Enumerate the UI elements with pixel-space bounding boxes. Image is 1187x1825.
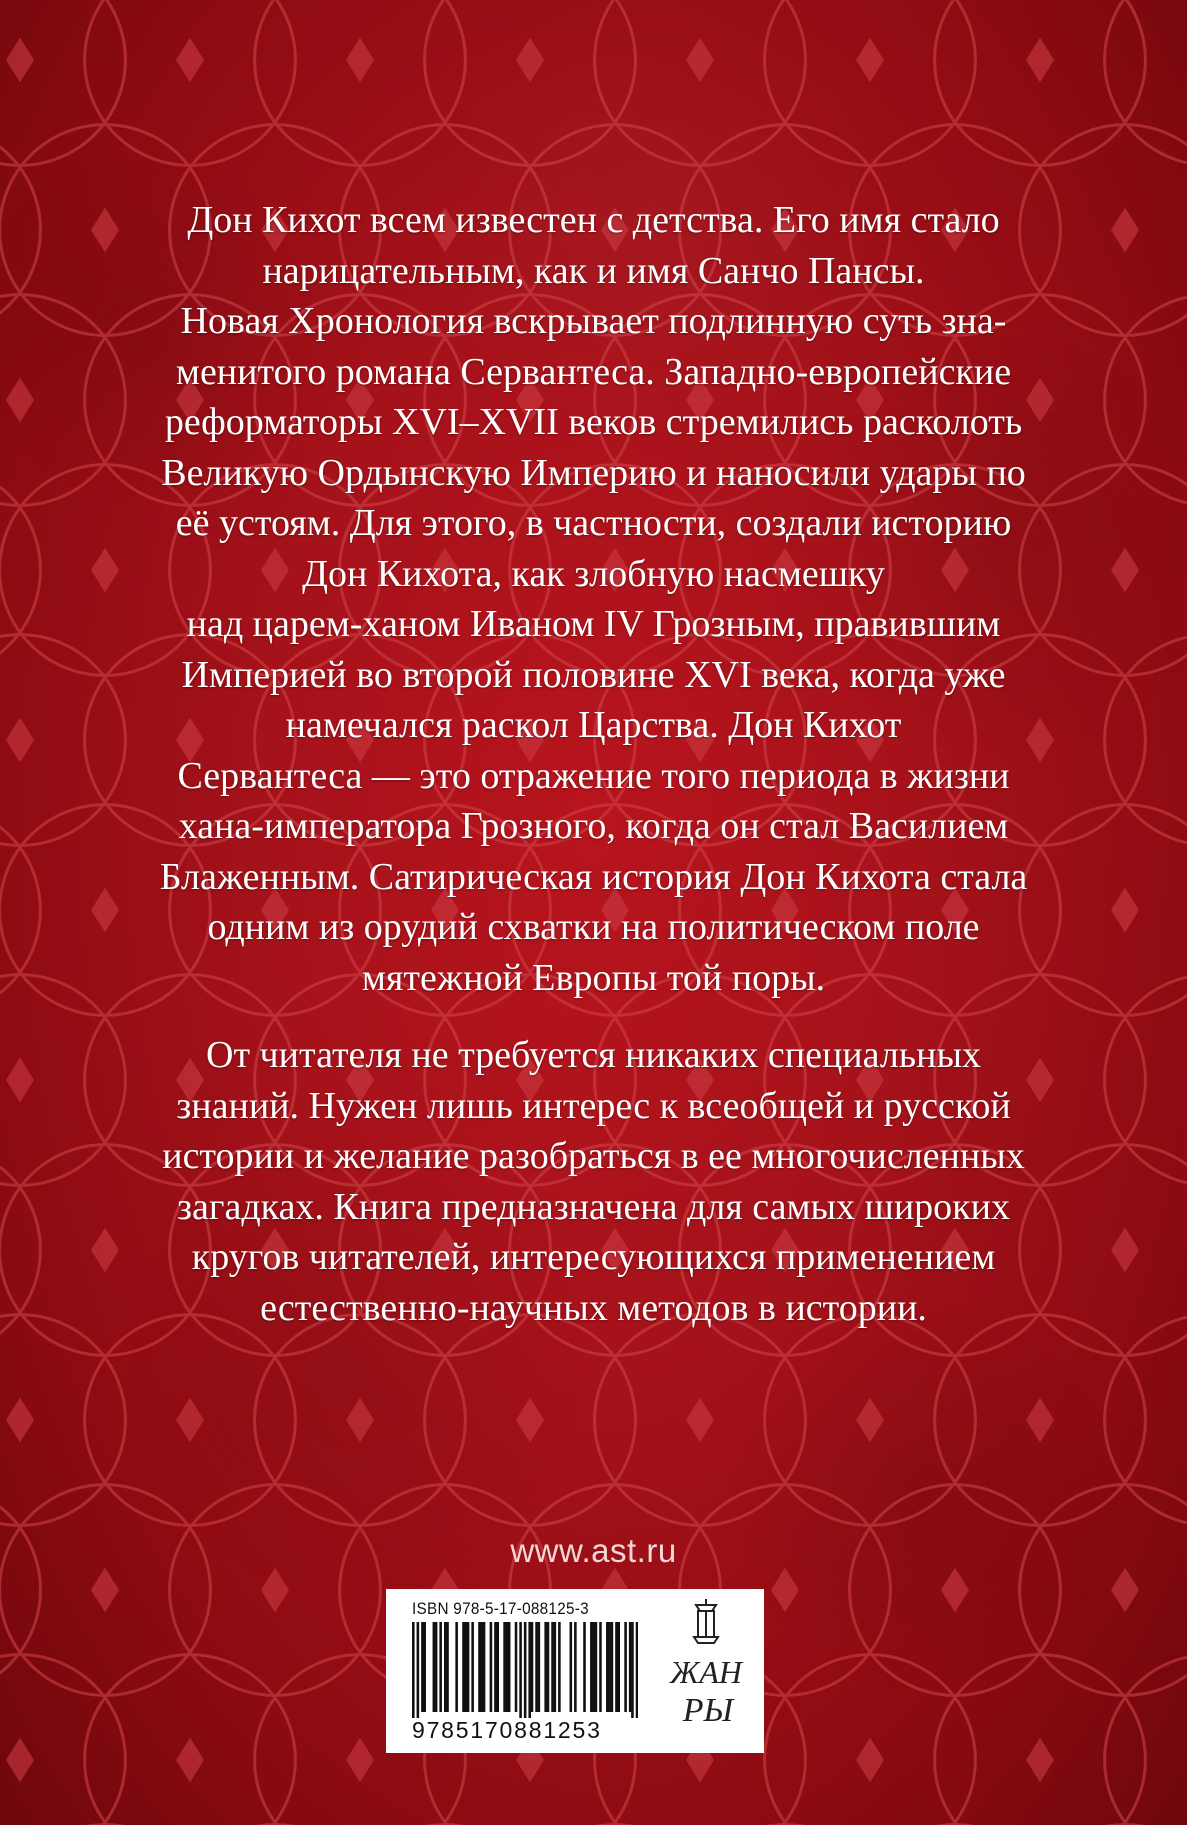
text-line: хана-императора Грозного, когда он стал Василием (178, 805, 1009, 847)
text-line: Блаженным. Сатирическая история Дон Кихота стала (159, 855, 1028, 898)
text-line: Сервантеса — это отражение того периода в жизни (177, 754, 1010, 797)
text-line: истории и желание разобраться в ее многочисленных (162, 1135, 1025, 1177)
text-line: знаний. Нужен лишь интерес к всеобщей и русской (176, 1084, 1011, 1127)
logo-text-line2: РЫ (682, 1692, 734, 1729)
text-line: Новая Хронология вскрывает подлинную суть зна- (180, 300, 1007, 342)
ean-digits: 9785170881253 (412, 1717, 602, 1743)
text-line: менитого романа Сервантеса. Западно-европейские (175, 350, 1012, 393)
text-line: загадках. Книга предназначена для самых широких (177, 1185, 1010, 1228)
text-line: над царем-ханом Иваном IV Грозным, правившим (186, 603, 1001, 645)
isbn-label: ISBN 978-5-17-088125-3 (412, 1599, 589, 1618)
description-paragraph-1 (70, 195, 1117, 1003)
lantern-icon (694, 1599, 718, 1643)
barcode-icon (412, 1622, 638, 1718)
barcode-panel (386, 1589, 764, 1753)
text-line: Великую Ордынскую Империю и наносили удары по (161, 451, 1026, 494)
text-line: её устоям. Для этого, в частности, создали историю (175, 502, 1012, 544)
text-line: От читателя не требуется никаких специальных (206, 1034, 981, 1076)
text-line: Дон Кихот всем известен с детства. Его имя стало (187, 199, 1000, 241)
description-paragraph-2 (70, 1030, 1117, 1333)
publisher-logo (656, 1599, 756, 1745)
text-line: Империей во второй половине XVI века, когда уже (181, 653, 1006, 696)
text-line: Дон Кихота, как злобную насмешку (302, 552, 885, 595)
logo-text-line1: ЖАН (670, 1654, 742, 1690)
text-line: естественно-научных методов в истории. (260, 1286, 927, 1329)
text-line: реформаторы XVI–XVII веков стремились расколоть (164, 401, 1023, 443)
publisher-website[interactable]: www.ast.ru (510, 1532, 677, 1569)
text-line: мятежной Европы той поры. (361, 956, 826, 999)
text-line: нарицательным, как и имя Санчо Пансы. (262, 249, 925, 292)
text-line: одним из орудий схватки на политическом поле (207, 906, 980, 948)
text-line: намечался раскол Царства. Дон Кихот (285, 704, 902, 746)
text-line: кругов читателей, интересующихся применением (191, 1236, 996, 1278)
